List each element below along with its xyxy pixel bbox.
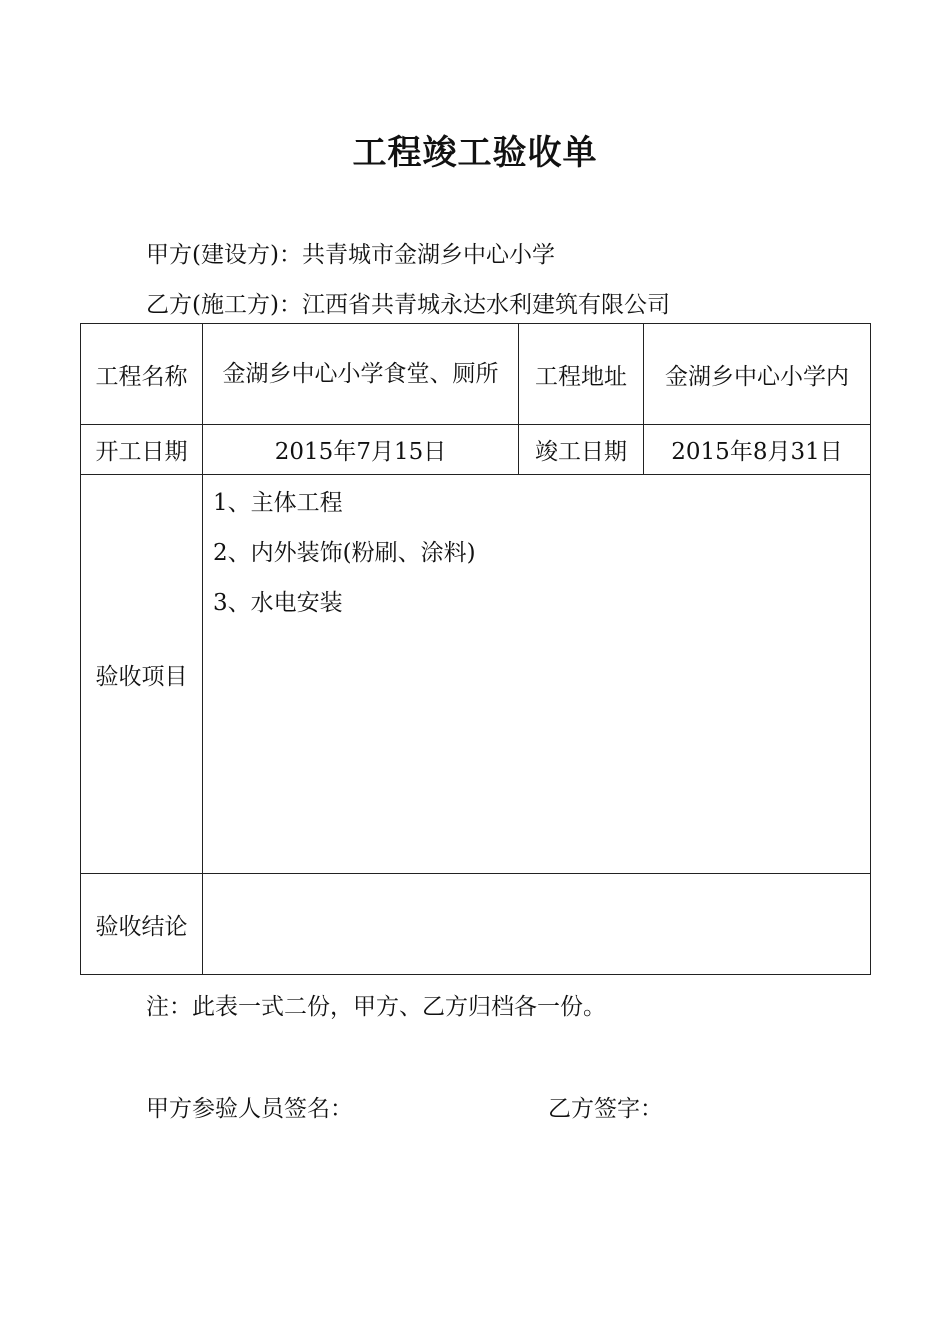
list-item: 2、内外装饰(粉刷、涂料) xyxy=(213,540,476,566)
party-a-label: 甲方(建设方)： xyxy=(146,242,302,268)
party-b-line xyxy=(146,286,670,319)
document-title: 工程竣工验收单 xyxy=(352,133,598,173)
list-item: 1、主体工程 xyxy=(213,490,343,516)
start-date-value: 2015年7月15日 xyxy=(203,425,519,475)
acceptance-table xyxy=(80,323,871,975)
project-address-value: 金湖乡中心小学内 xyxy=(644,324,871,425)
completion-date-label: 竣工日期 xyxy=(519,425,644,475)
conclusion-value xyxy=(203,874,871,975)
list-item: 3、水电安装 xyxy=(213,590,343,616)
conclusion-label: 验收结论 xyxy=(81,874,203,975)
items-label: 验收项目 xyxy=(81,475,203,874)
row-dates xyxy=(81,425,871,475)
party-b-label: 乙方(施工方)： xyxy=(146,292,302,318)
party-a-line xyxy=(146,236,555,269)
party-b-value: 江西省共青城永达水利建筑有限公司 xyxy=(301,292,670,318)
row-acceptance-items xyxy=(81,475,871,874)
row-conclusion xyxy=(81,874,871,975)
row-project-name xyxy=(81,324,871,425)
party-b-signature-label: 乙方签字： xyxy=(548,1096,663,1122)
project-name-value: 金湖乡中心小学食堂、厕所 xyxy=(203,324,519,425)
start-date-label: 开工日期 xyxy=(81,425,203,475)
project-address-label: 工程地址 xyxy=(519,324,644,425)
completion-date-value: 2015年8月31日 xyxy=(644,425,871,475)
footnote: 注：此表一式二份，甲方、乙方归档各一份。 xyxy=(146,994,606,1020)
party-a-signature-label: 甲方参验人员签名： xyxy=(146,1096,353,1122)
party-a-value: 共青城市金湖乡中心小学 xyxy=(301,242,555,268)
project-name-label: 工程名称 xyxy=(81,324,203,425)
items-list xyxy=(203,475,871,874)
